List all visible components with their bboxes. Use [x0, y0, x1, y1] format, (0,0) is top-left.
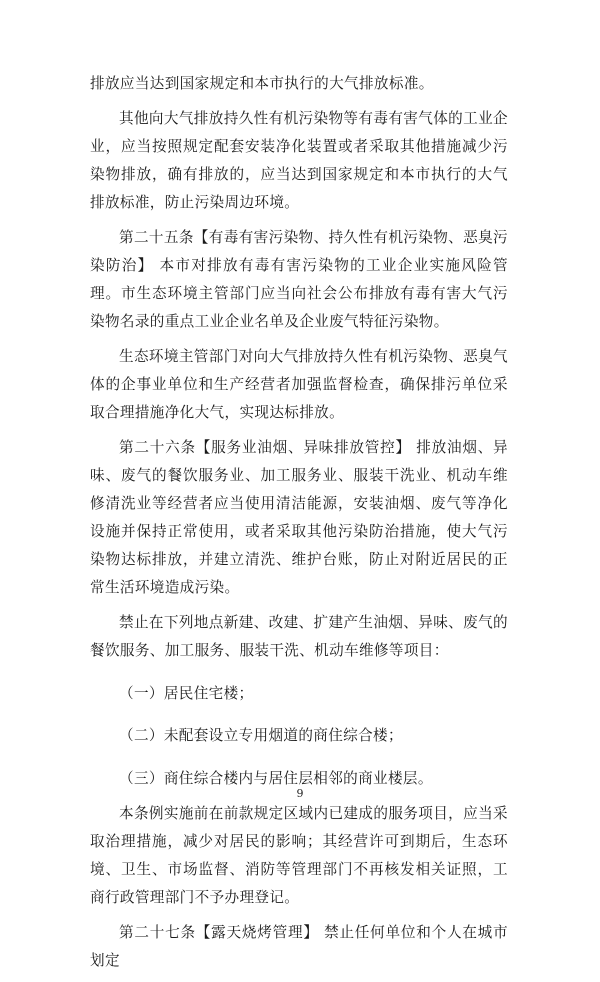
article-27: 第二十七条【露天烧烤管理】 禁止任何单位和个人在城市划定: [90, 923, 508, 969]
page-number: 9: [296, 787, 304, 800]
list-item-no-flue: （二）未配套设立专用烟道的商住综合楼；: [119, 727, 403, 745]
paragraph-existing-projects: 本条例实施前在前款规定区域内已建成的服务项目，应当采取治理措施，减少对居民的影响；其经营许可到期后，生态环境、卫生、市场监督、消防等管理部门不再核发相关证照，工商行政管理部门不予办理登记。: [90, 804, 508, 906]
paragraph-supervision: 生态环境主管部门对向大气排放持久性有机污染物、恶臭气体的企事业单位和生产经营者加强监督检查，确保排污单位采取合理措施净化大气，实现达标排放。: [90, 348, 508, 421]
list-item-residential: （一）居民住宅楼；: [119, 684, 254, 702]
article-26: 第二十六条【服务业油烟、异味排放管控】 排放油烟、异味、废气的餐饮服务业、加工服务业、服装干洗业、机动车维修清洗业等经营者应当使用清洁能源，安装油烟、废气等净化设施并保持正常使用，或者采取其他污染防治措施，使大气污染物达标排放，并建立清洗、维护台账，防止对附近居民的正常生活环境造成污染。: [90, 439, 508, 596]
paragraph-industrial-emissions: 其他向大气排放持久性有机污染物等有毒有害气体的工业企业，应当按照规定配套安装净化装置或者采取其他措施减少污染物排放，确有排放的，应当达到国家规定和本市执行的大气排放标准，防止污染周边环境。: [90, 110, 508, 211]
article-25: 第二十五条【有毒有害污染物、持久性有机污染物、恶臭污染防治】 本市对排放有毒有害污染物的工业企业实施风险管理。市生态环境主管部门应当向社会公布排放有毒有害大气污染物名录的重点工业企业名单及企业废气特征污染物。: [90, 229, 508, 330]
paragraph-continuation: 排放应当达到国家规定和本市执行的大气排放标准。: [90, 75, 434, 92]
list-item-adjacent-floors: （三）商住综合楼内与居住层相邻的商业楼层。: [119, 769, 433, 787]
document-body: [90, 70, 508, 982]
paragraph-prohibited-locations: 禁止在下列地点新建、改建、扩建产生油烟、异味、废气的餐饮服务、加工服务、服装干洗、机动车维修等项目：: [90, 614, 508, 659]
